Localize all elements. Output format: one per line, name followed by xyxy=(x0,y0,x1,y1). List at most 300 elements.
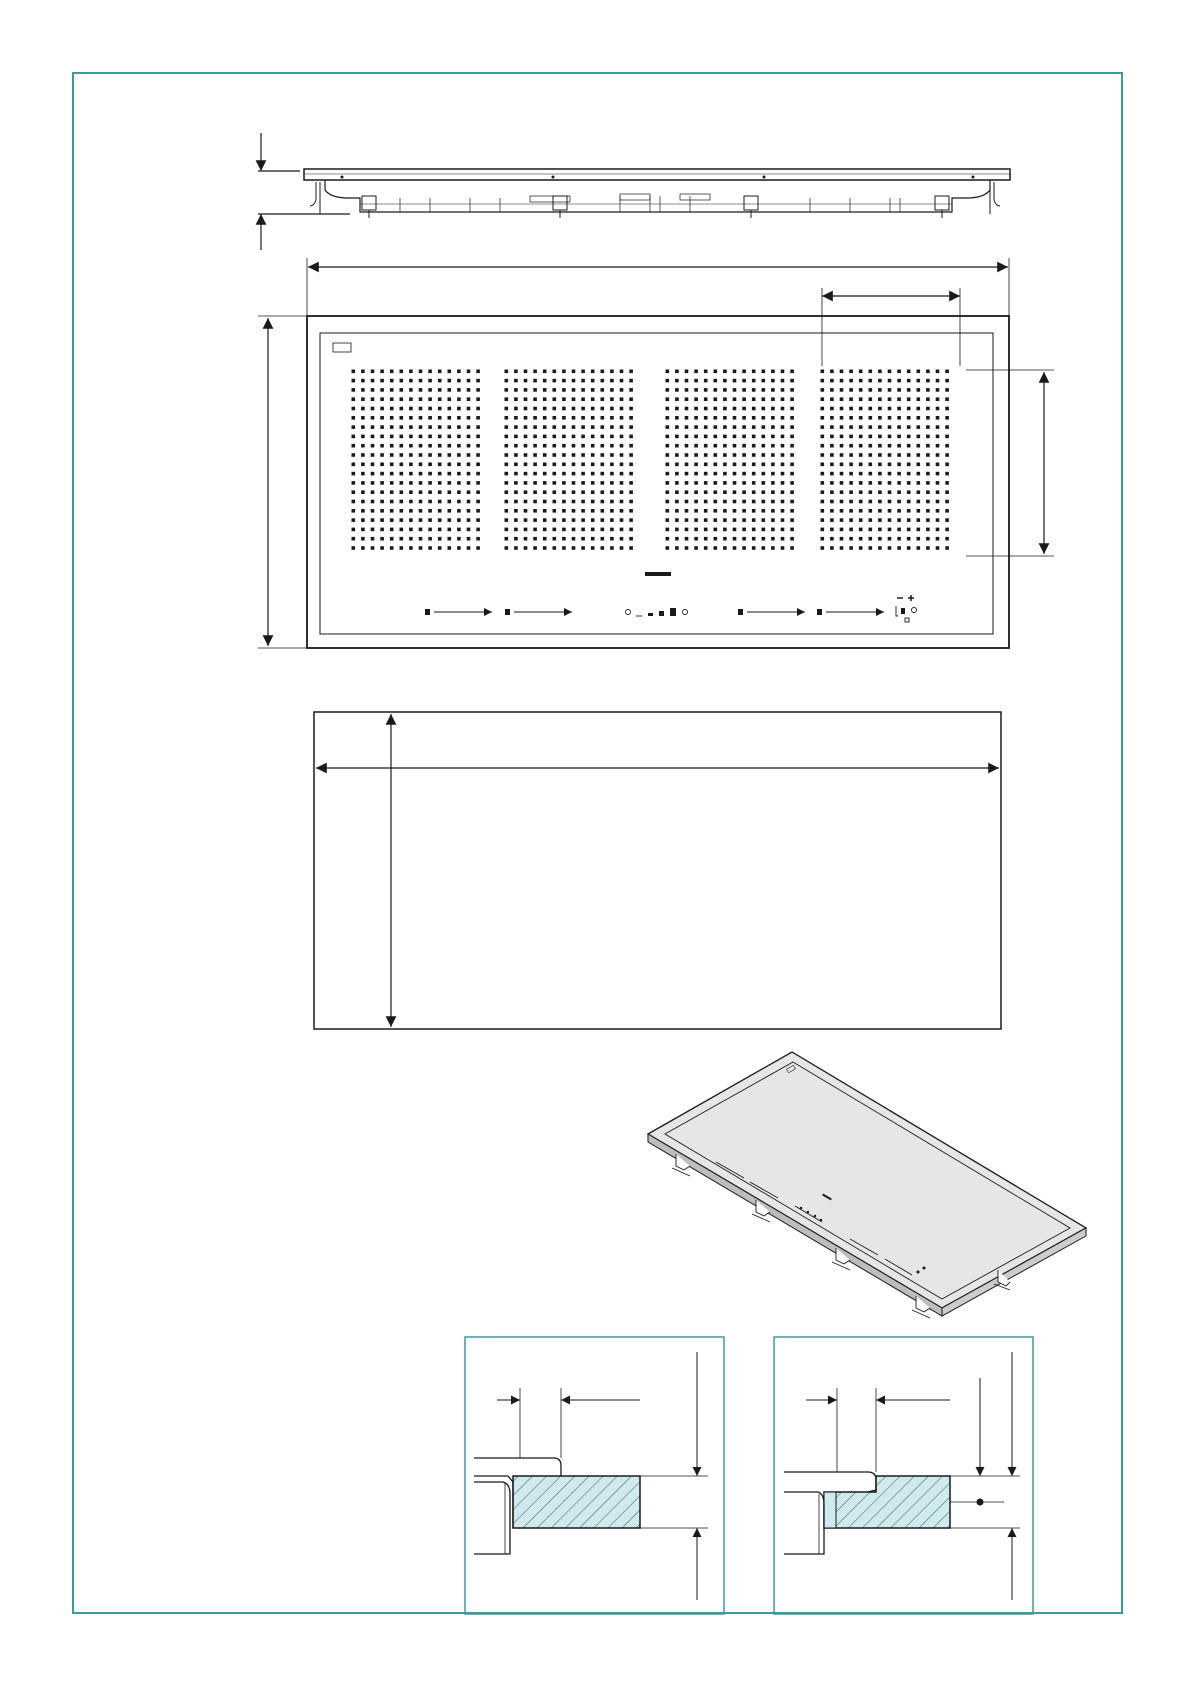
zone-dot xyxy=(772,510,775,513)
zone-dot xyxy=(752,379,755,382)
zone-dot xyxy=(888,435,891,438)
zone-dot xyxy=(611,537,614,540)
zone-dot xyxy=(601,389,604,392)
zone-dot xyxy=(869,379,872,382)
zone-dot xyxy=(572,528,575,531)
isometric-view xyxy=(648,1052,1086,1318)
zone-dot xyxy=(888,491,891,494)
zone-dot xyxy=(714,537,717,540)
zone-dot xyxy=(429,510,432,513)
zone-dot xyxy=(888,398,891,401)
zone-dot xyxy=(390,463,393,466)
zone-dot xyxy=(543,463,546,466)
zone-dot xyxy=(505,491,508,494)
worktop-section xyxy=(513,1476,640,1528)
zone-dot xyxy=(371,537,374,540)
zone-dot xyxy=(907,547,910,550)
zone-dot xyxy=(419,491,422,494)
zone-dot xyxy=(582,500,585,503)
zone-dot xyxy=(515,454,518,457)
zone-dot xyxy=(772,417,775,420)
zone-dot xyxy=(620,370,623,373)
zone-dot xyxy=(563,435,566,438)
zone-dot xyxy=(477,463,480,466)
zone-dot xyxy=(781,491,784,494)
zone-dot xyxy=(467,519,470,522)
zone-dot xyxy=(591,510,594,513)
zone-dot xyxy=(714,417,717,420)
zone-dot xyxy=(352,370,355,373)
zone-dot xyxy=(676,407,679,410)
zone-dot xyxy=(505,463,508,466)
zone-dot xyxy=(791,398,794,401)
zone-dot xyxy=(821,491,824,494)
zone-dot xyxy=(371,491,374,494)
zone-dot xyxy=(448,519,451,522)
zone-dot xyxy=(438,547,441,550)
zone-dot xyxy=(859,528,862,531)
zone-dot xyxy=(821,463,824,466)
zone-dot xyxy=(572,398,575,401)
glass-profile xyxy=(784,1472,876,1492)
zone-dot xyxy=(879,482,882,485)
zone-dot xyxy=(733,510,736,513)
zone-dot xyxy=(381,444,384,447)
zone-dot xyxy=(543,389,546,392)
zone-dot xyxy=(543,407,546,410)
zone-dot xyxy=(676,500,679,503)
zone-dot xyxy=(410,417,413,420)
zone-dot xyxy=(859,444,862,447)
zone-dot xyxy=(553,454,556,457)
zone-dot xyxy=(733,519,736,522)
zone-dot xyxy=(390,472,393,475)
zone-dot xyxy=(400,510,403,513)
zone-dot xyxy=(515,417,518,420)
zone-dot xyxy=(572,379,575,382)
zone-dot xyxy=(898,435,901,438)
zone-dot xyxy=(458,547,461,550)
zone-dot xyxy=(390,379,393,382)
zone-dot xyxy=(458,519,461,522)
zone-dot xyxy=(743,417,746,420)
zone-dot xyxy=(591,444,594,447)
zone-dot xyxy=(611,407,614,410)
zone-dot xyxy=(477,389,480,392)
zone-dot xyxy=(620,500,623,503)
zone-dot xyxy=(743,379,746,382)
zone-dot xyxy=(543,454,546,457)
zone-dot xyxy=(859,500,862,503)
zone-dot xyxy=(438,472,441,475)
zone-dot xyxy=(733,435,736,438)
zone-dot xyxy=(927,519,930,522)
zone-dot xyxy=(685,426,688,429)
zone-dot xyxy=(781,426,784,429)
zone-dot xyxy=(907,463,910,466)
zone-dot xyxy=(840,482,843,485)
zone-dot xyxy=(419,435,422,438)
worktop-section xyxy=(824,1476,950,1528)
zone-dot xyxy=(762,528,765,531)
zone-dot xyxy=(362,519,365,522)
zone-dot xyxy=(714,435,717,438)
zone-dot xyxy=(879,537,882,540)
zone-dot xyxy=(704,389,707,392)
zone-dot xyxy=(743,370,746,373)
top-view xyxy=(258,258,1054,648)
zone-dot xyxy=(515,407,518,410)
zone-dot xyxy=(946,454,949,457)
zone-dot xyxy=(438,500,441,503)
zone-dot xyxy=(695,491,698,494)
zone-dot xyxy=(438,417,441,420)
zone-dot xyxy=(543,444,546,447)
zone-dot xyxy=(869,463,872,466)
zone-dot xyxy=(524,370,527,373)
zone-dot xyxy=(714,500,717,503)
zone-dot xyxy=(352,510,355,513)
zone-dot xyxy=(458,472,461,475)
zone-dot xyxy=(400,398,403,401)
zone-dot xyxy=(362,426,365,429)
zone-dot xyxy=(917,463,920,466)
zone-dot xyxy=(419,510,422,513)
zone-dot xyxy=(724,482,727,485)
zone-dot xyxy=(724,500,727,503)
zone-dot xyxy=(791,444,794,447)
zone-dot xyxy=(752,528,755,531)
zone-dot xyxy=(448,482,451,485)
zone-dot xyxy=(869,398,872,401)
zone-dot xyxy=(553,389,556,392)
zone-dot xyxy=(620,444,623,447)
zone-dot xyxy=(419,370,422,373)
zone-dot xyxy=(572,417,575,420)
zone-dot xyxy=(762,370,765,373)
zone-dot xyxy=(888,454,891,457)
zone-dot xyxy=(772,379,775,382)
zone-dot xyxy=(410,444,413,447)
zone-dot xyxy=(821,417,824,420)
zone-dot xyxy=(666,491,669,494)
zone-dot xyxy=(582,389,585,392)
zone-dot xyxy=(907,500,910,503)
zone-dot xyxy=(448,472,451,475)
zone-dot xyxy=(582,398,585,401)
zone-dot xyxy=(611,472,614,475)
zone-dot xyxy=(704,417,707,420)
zone-dot xyxy=(850,379,853,382)
zone-dot xyxy=(601,472,604,475)
zone-dot xyxy=(752,519,755,522)
zone-dot xyxy=(515,472,518,475)
zone-dot xyxy=(524,435,527,438)
zone-dot xyxy=(743,454,746,457)
zone-dot xyxy=(630,407,633,410)
zone-dot xyxy=(572,510,575,513)
zone-dot xyxy=(505,435,508,438)
zone-dot xyxy=(515,510,518,513)
zone-dot xyxy=(724,537,727,540)
zone-dot xyxy=(429,547,432,550)
zone-dot xyxy=(467,389,470,392)
zone-dot xyxy=(591,463,594,466)
zone-dot xyxy=(762,491,765,494)
zone-dot xyxy=(448,389,451,392)
zone-dot xyxy=(438,407,441,410)
zone-dot xyxy=(936,491,939,494)
zone-dot xyxy=(553,417,556,420)
zone-dot xyxy=(752,491,755,494)
zone-dot xyxy=(898,389,901,392)
zone-dot xyxy=(936,547,939,550)
zone-dot xyxy=(601,482,604,485)
zone-dot xyxy=(850,389,853,392)
zone-dot xyxy=(572,547,575,550)
zone-dot xyxy=(695,426,698,429)
zone-dot xyxy=(467,417,470,420)
zone-dot xyxy=(907,528,910,531)
zone-dot xyxy=(362,482,365,485)
zone-dot xyxy=(714,472,717,475)
zone-dot xyxy=(410,528,413,531)
zone-dot xyxy=(620,491,623,494)
zone-dot xyxy=(410,537,413,540)
zone-dot xyxy=(591,417,594,420)
zone-dot xyxy=(831,537,834,540)
zone-dot xyxy=(515,537,518,540)
zone-dot xyxy=(505,454,508,457)
zone-dot xyxy=(371,426,374,429)
zone-dot xyxy=(840,379,843,382)
zone-dot xyxy=(724,547,727,550)
zone-dot xyxy=(936,519,939,522)
zone-dot xyxy=(448,537,451,540)
zone-dot xyxy=(840,519,843,522)
zone-dot xyxy=(381,370,384,373)
zone-dot xyxy=(553,444,556,447)
zone-dot xyxy=(898,519,901,522)
zone-dot xyxy=(917,510,920,513)
zone-dot xyxy=(888,472,891,475)
zone-dot xyxy=(515,528,518,531)
zone-dot xyxy=(524,519,527,522)
zone-dot xyxy=(772,463,775,466)
zone-dot xyxy=(676,491,679,494)
zone-dot xyxy=(458,417,461,420)
zone-dot xyxy=(477,491,480,494)
zone-dot xyxy=(591,370,594,373)
zone-dot xyxy=(898,463,901,466)
zone-dot xyxy=(831,482,834,485)
zone-dot xyxy=(591,537,594,540)
zone-dot xyxy=(676,370,679,373)
zone-dot xyxy=(743,435,746,438)
zone-dot xyxy=(534,444,537,447)
zone-dot xyxy=(591,519,594,522)
zone-dot xyxy=(458,426,461,429)
zone-dot xyxy=(611,426,614,429)
zone-dot xyxy=(821,426,824,429)
zone-dot xyxy=(762,472,765,475)
zone-dot xyxy=(543,417,546,420)
zone-dot xyxy=(390,500,393,503)
zone-dot xyxy=(591,454,594,457)
zone-dot xyxy=(869,444,872,447)
zone-dot xyxy=(733,463,736,466)
zone-dot xyxy=(429,370,432,373)
zone-dot xyxy=(772,426,775,429)
zone-dot xyxy=(620,510,623,513)
zone-dot xyxy=(695,519,698,522)
zone-dot xyxy=(762,417,765,420)
zone-dot xyxy=(601,454,604,457)
zone-dot xyxy=(850,398,853,401)
zone-dot xyxy=(946,537,949,540)
zone-dot xyxy=(917,482,920,485)
zone-dot xyxy=(534,426,537,429)
zone-dot xyxy=(859,389,862,392)
zone-dot xyxy=(733,407,736,410)
zone-dot xyxy=(927,454,930,457)
zone-dot xyxy=(791,537,794,540)
zone-dot xyxy=(438,389,441,392)
zone-dot xyxy=(458,537,461,540)
zone-dot xyxy=(859,482,862,485)
zone-dot xyxy=(582,417,585,420)
zone-dot xyxy=(524,398,527,401)
zone-dot xyxy=(859,370,862,373)
zone-dot xyxy=(611,444,614,447)
zone-dot xyxy=(390,537,393,540)
zone-dot xyxy=(515,379,518,382)
zone-dot xyxy=(563,500,566,503)
zone-dot xyxy=(888,407,891,410)
zone-dot xyxy=(791,510,794,513)
zone-dot xyxy=(419,500,422,503)
zone-dot xyxy=(601,528,604,531)
zone-dot xyxy=(563,444,566,447)
zone-dot xyxy=(371,463,374,466)
zone-dot xyxy=(630,379,633,382)
zone-dot xyxy=(410,472,413,475)
cooking-zone-3 xyxy=(666,370,793,549)
zone-dot xyxy=(859,407,862,410)
zone-dot xyxy=(752,435,755,438)
zone-dot xyxy=(611,454,614,457)
zone-dot xyxy=(724,519,727,522)
zone-dot xyxy=(582,379,585,382)
zone-dot xyxy=(781,463,784,466)
zone-dot xyxy=(400,491,403,494)
zone-dot xyxy=(695,379,698,382)
zone-dot xyxy=(821,435,824,438)
zone-dot xyxy=(505,444,508,447)
zone-dot xyxy=(591,491,594,494)
zone-dot xyxy=(772,435,775,438)
zone-dot xyxy=(850,417,853,420)
zone-dot xyxy=(371,547,374,550)
zone-dot xyxy=(429,417,432,420)
zone-dot xyxy=(927,472,930,475)
zone-dot xyxy=(927,528,930,531)
zone-dot xyxy=(917,547,920,550)
zone-dot xyxy=(429,491,432,494)
zone-dot xyxy=(879,519,882,522)
zone-dot xyxy=(371,454,374,457)
zone-dot xyxy=(752,510,755,513)
zone-dot xyxy=(917,417,920,420)
zone-dot xyxy=(620,537,623,540)
zone-dot xyxy=(362,491,365,494)
zone-dot xyxy=(458,435,461,438)
zone-dot xyxy=(563,482,566,485)
zone-dot xyxy=(582,444,585,447)
zone-dot xyxy=(429,454,432,457)
zone-dot xyxy=(762,482,765,485)
zone-dot xyxy=(831,491,834,494)
zone-dot xyxy=(714,528,717,531)
zone-dot xyxy=(927,417,930,420)
zone-dot xyxy=(572,472,575,475)
zone-dot xyxy=(515,463,518,466)
zone-dot xyxy=(888,370,891,373)
zone-dot xyxy=(505,482,508,485)
zone-dot xyxy=(869,528,872,531)
zone-dot xyxy=(676,519,679,522)
zone-dot xyxy=(611,500,614,503)
zone-dot xyxy=(772,454,775,457)
zone-dot xyxy=(381,398,384,401)
zone-dot xyxy=(879,510,882,513)
zone-dot xyxy=(898,417,901,420)
booster-icon xyxy=(425,609,430,615)
zone-dot xyxy=(553,482,556,485)
zone-dot xyxy=(733,537,736,540)
zone-dot xyxy=(850,537,853,540)
zone-dot xyxy=(859,519,862,522)
zone-dot xyxy=(390,370,393,373)
zone-dot xyxy=(927,510,930,513)
zone-dot xyxy=(410,491,413,494)
zone-dot xyxy=(400,389,403,392)
zone-dot xyxy=(534,491,537,494)
zone-dot xyxy=(458,398,461,401)
zone-dot xyxy=(850,407,853,410)
zone-dot xyxy=(831,370,834,373)
zone-dot xyxy=(840,510,843,513)
zone-dot xyxy=(733,398,736,401)
zone-dot xyxy=(467,407,470,410)
zone-dot xyxy=(543,379,546,382)
zone-dot xyxy=(534,435,537,438)
zone-dot xyxy=(438,537,441,540)
zone-dot xyxy=(946,417,949,420)
zone-dot xyxy=(781,482,784,485)
zone-dot xyxy=(371,370,374,373)
zone-dot xyxy=(448,444,451,447)
zone-dot xyxy=(743,528,746,531)
zone-dot xyxy=(543,510,546,513)
zone-dot xyxy=(762,500,765,503)
zone-dot xyxy=(927,537,930,540)
zone-dot xyxy=(352,519,355,522)
zone-dot xyxy=(477,407,480,410)
zone-dot xyxy=(888,482,891,485)
zone-dot xyxy=(859,379,862,382)
zone-dot xyxy=(762,426,765,429)
